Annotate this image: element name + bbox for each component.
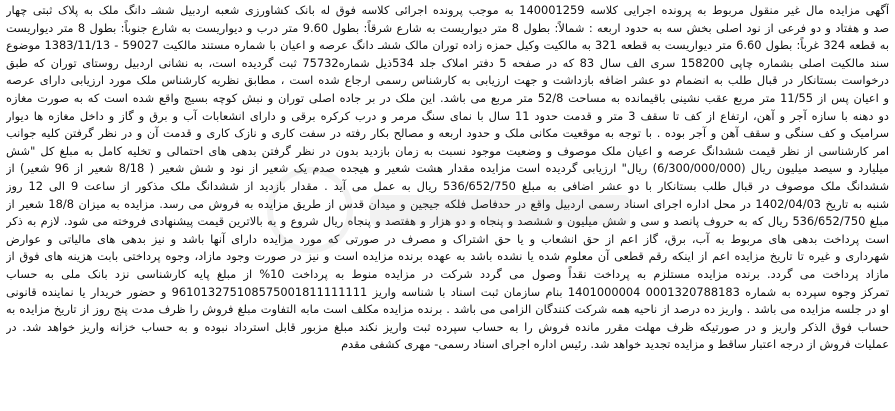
notice-line-1: آگهی مزایده مال غیر منقول مربوط به پرونده اجرایی کلاسه 140001259 به موجب پرونده اجرائی کلاسه فوق له بانک کشاورزی شعبه اردبیل ششـ دانگ ملک به پلاک ثبتی چهار (6, 3, 889, 17)
notice-line-20: عملیات فروش از درجه اعتبار ساقط و مزایده تجدید خواهد شد. رئیس اداره اجرای اسناد رسمی- مهری کشفی مقدم (341, 337, 889, 352)
notice-line-10: میلیارد و سیصد میلیون ریال (6/300/000/000) ریال" ارزیابی گردیده است مزایده مقدار هشت شعیر و هیجده صدم یک شعیر از نود و شش شعیر ( 8/18 شعیر از 96 شعیر) از (6, 161, 889, 176)
notice-line-16: مازاد پرداخت می گردد. برنده مزایده مستلزم به پرداخت نقداً وصول می گردد شرکت در مزایده منوط به پرداخت 10% از مبلغ پایه کارشناسی نزد بانک ملی به حساب (6, 266, 889, 281)
notice-line-2: صد و هفتاد و دو فرعی از نود اصلی بخش سه به حدود اربعه : شمالاً: بطول 8 متر دیواریست به شارع شرقاً: بطول 9.60 متر درب و دیواریست به شارع جنوباً: بطول 8 متر دیواریست (6, 20, 889, 35)
notice-line-12: شنبه به تاریخ 1402/04/03 در محل اداره اجرای اسناد رسمی اردبیل واقع در حدفاصل فلکه جیجین و میدان قدس از طریق مزایده به فروش می رسد. مزایده به میزان 18/8 شعیر از (6, 196, 889, 211)
notice-line-15: شهرداری و غیره تا تاریخ مزایده اعم از اینکه رقم قطعی آن معلوم شده یا نشده باشد به عهده برنده مزایده است و نیز در صورت وجود مازاد، وجوه پرداختی بابت هزینه های فوق از (6, 249, 889, 264)
notice-line-9: امر کارشناسی از نظر قیمت ششدانگ عرصه و اعیان ملک موصوف و وضعیت موجود نسبت به زمان بازدید بدون در نظر گرفتن بدهی های احتمالی و تخلیه کامل به مبلغ کل "شش (6, 143, 889, 158)
notice-line-17: تمرکز وجوه سپرده به شماره 0001320788183 1401000004 بنام سازمان ثبت اسناد با شناسه واریز 961013275108575001811111111 و حضور خریدار یا نماینده قانونی (6, 284, 889, 299)
notice-line-19: حساب فوق الذکر واریز و در صورتیکه ظرف مهلت مقرر مانده فروش را به حساب سپرده ثبت واریز نکند مبلغ مزبور قابل استرداد نبوده و به حساب خزانه واریز خواهد شد. در (6, 319, 889, 334)
notice-line-8: سرامیک و کف سنگی و سقف آهن و آجر بوده . با توجه به موقعیت مکانی ملک و حدود اربعه و مصالح بکار رفته در سفت کاری و نازک کاری و قدمت آن و در نظر گرفتن کلیه جوانب (6, 126, 889, 141)
notice-line-4: سند مالکیت اصلی بشماره چاپی 158200 سری الف سال 83 که در صفحه 5 دفتر املاک جلد 534ذیل شماره75732 ثبت گردیده است، به نشانی اردبیل روستای توران که طبق (6, 55, 889, 70)
notice-line-13: مبلغ 536/652/750 ریال که به حروف پانصد و سی و شش میلیون و ششصد و پنجاه و دو هزار و هفتصد و پنجاه ریال شروع و به بالاترین قیمت پیشنهادی فروخته می شود. لازم به ذکر (6, 214, 889, 229)
auction-notice (6, 2, 889, 354)
notice-line-3: به قطعه 324 غرباً: بطول 6.60 متر دیواریست به قطعه 321 به مالکیت وکیل حمزه زاده توران مالک ششـ دانگ عرصه و اعیان با شماره مستند مالکیت 59027 - 1383/11/13 موضوع (6, 38, 889, 53)
notice-line-6: و اعیان پس از 11/55 متر مربع عقب نشینی باقیمانده به مساحت 52/8 متر مربع می باشد. این ملک در بر جاده اصلی توران و نبش کوچه بسیج واقع شده است که به صورت مغازه (6, 90, 889, 105)
notice-line-11: ششدانگ ملک موصوف در قبال طلب بستانکار با دو عشر اضافی به مبلغ 536/652/750 ریال به عمل می آید . مقدار بازدید از ششدانگ ملک مذکور از ساعت 9 الی 12 روز (6, 178, 889, 193)
notice-line-7: دو دهنه با سازه آجر و آهن، ارتفاع از کف تا سقف 3 متر و قدمت حدود 11 سال با نمای سنگ مرمر و درب کرکره برقی و دارای انشعابات آب و برق و گاز و داخل مغازه ها دیوار (6, 108, 889, 123)
notice-line-5: درخواست بستانکار در قبال طلب به انضمام دو عشر اضافه بازداشت و جهت ارزیابی به کارشناس رسمی ارجاع شده است ، مطابق نظریه کارشناس ملک مورد ارزیابی دارای عرصه (6, 73, 889, 88)
notice-line-14: است پرداخت بدهی های مربوط به آب، برق، گاز اعم از حق انشعاب و یا حق اشتراک و مصرف در صورتی که مورد مزایده دارای آنها باشد و نیز بدهی های مالیاتی و عوارض (6, 231, 889, 246)
notice-line-18: او در جلسه مزایده می باشد . واریز ده درصد از ناحیه همه شرکت کنندگان الزامی می باشد . برنده مزایده مکلف است مابه التفاوت مبلغ فروش را ظرف مدت پنج روز از تاریخ مزایده به (6, 302, 889, 317)
